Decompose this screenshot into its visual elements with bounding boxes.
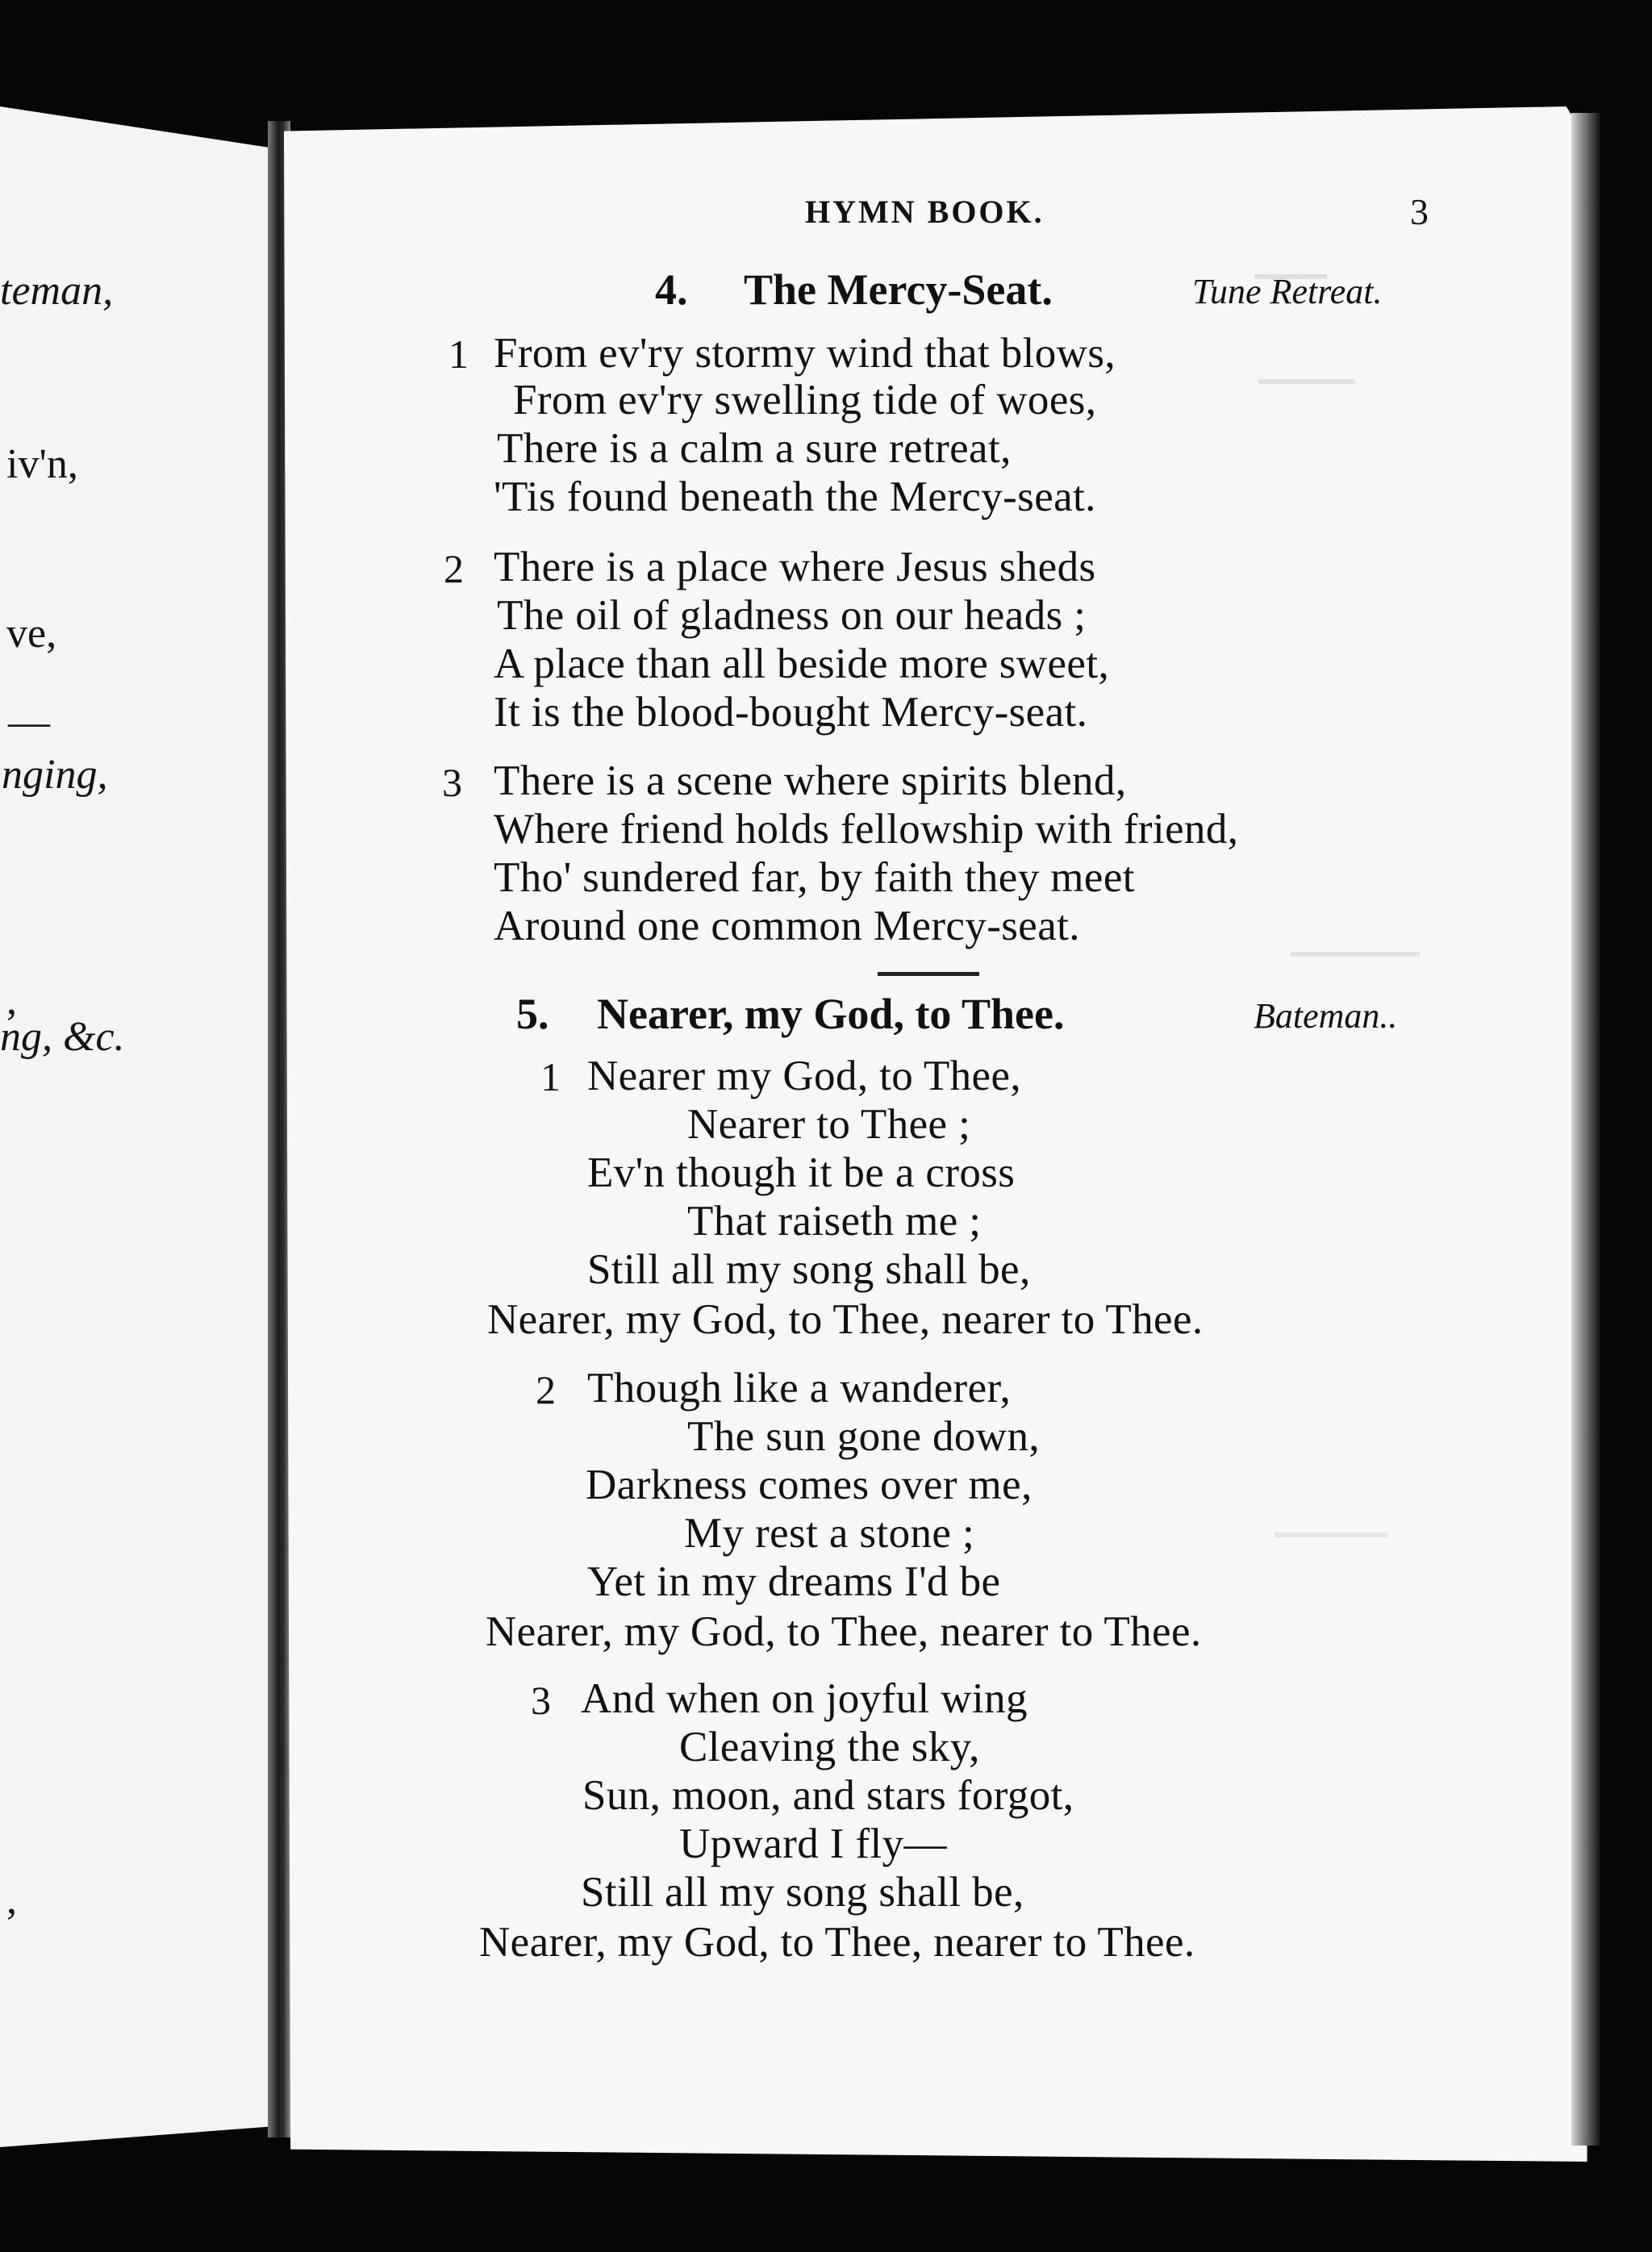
running-header: HYMN BOOK. xyxy=(805,194,1045,230)
verse-number: 2 xyxy=(444,546,464,591)
verse-line: There is a place where Jesus sheds xyxy=(494,544,1096,590)
verse-line: My rest a stone ; xyxy=(684,1510,975,1557)
verse-line: That raiseth me ; xyxy=(687,1198,982,1245)
verse-number: 3 xyxy=(442,760,462,805)
verse-line: Ev'n though it be a cross xyxy=(587,1149,1016,1196)
section-divider xyxy=(878,972,979,976)
page-number: 3 xyxy=(1410,191,1429,232)
verse-line: Nearer my God, to Thee, xyxy=(587,1053,1022,1099)
verse-line: Cleaving the sky, xyxy=(679,1724,980,1770)
verse-line: Tho' sundered far, by faith they meet xyxy=(494,854,1135,901)
left-fragment: iv'n, xyxy=(6,441,78,487)
hymn-tune: Bateman.. xyxy=(1254,996,1398,1036)
left-fragment: teman, xyxy=(0,268,114,314)
left-fragment: ng, &c. xyxy=(0,1014,125,1060)
left-fragment: ve, xyxy=(6,611,57,657)
verse-line: From ev'ry swelling tide of woes, xyxy=(513,377,1097,423)
verse-line: Nearer to Thee ; xyxy=(687,1101,971,1148)
verse-line: There is a calm a sure retreat, xyxy=(497,425,1012,472)
verse-number: 1 xyxy=(448,332,469,377)
verse-line: Still all my song shall be, xyxy=(581,1869,1024,1916)
verse-line: The sun gone down, xyxy=(687,1413,1041,1460)
left-fragment: , xyxy=(6,1877,17,1923)
verse-line: It is the blood-bought Mercy-seat. xyxy=(494,689,1088,736)
hymn-title: The Mercy-Seat. xyxy=(744,265,1053,314)
verse-number: 2 xyxy=(536,1367,556,1412)
verse-number: 1 xyxy=(540,1054,561,1099)
left-fragment: nging, xyxy=(2,752,108,798)
verse-number: 3 xyxy=(531,1678,551,1723)
verse-line: Sun, moon, and stars forgot, xyxy=(582,1772,1074,1819)
verse-line: The oil of gladness on our heads ; xyxy=(497,592,1087,639)
left-fragment: , xyxy=(6,978,17,1024)
verse-line: 'Tis found beneath the Mercy-seat. xyxy=(494,473,1096,520)
verse-line: Though like a wanderer, xyxy=(587,1365,1012,1412)
verse-line: Around one common Mercy-seat. xyxy=(494,903,1080,949)
verse-line: From ev'ry stormy wind that blows, xyxy=(494,330,1116,377)
verse-line: There is a scene where spirits blend, xyxy=(494,757,1127,804)
left-fragment: — xyxy=(8,699,50,745)
hymn-tune: Tune Retreat. xyxy=(1192,272,1383,311)
verse-line: Yet in my dreams I'd be xyxy=(587,1558,1001,1605)
page-edge-shadow xyxy=(1571,113,1600,2146)
verse-line: Upward I fly— xyxy=(679,1820,947,1867)
verse-line: Where friend holds fellowship with friend, xyxy=(494,806,1239,853)
verse-line: Nearer, my God, to Thee, nearer to Thee. xyxy=(487,1296,1204,1343)
verse-line: Nearer, my God, to Thee, nearer to Thee. xyxy=(486,1608,1202,1655)
verse-line: Nearer, my God, to Thee, nearer to Thee. xyxy=(479,1919,1195,1966)
verse-line: And when on joyful wing xyxy=(581,1675,1028,1722)
hymn-title: Nearer, my God, to Thee. xyxy=(597,990,1065,1038)
verse-line: Darkness comes over me, xyxy=(586,1462,1032,1508)
verse-line: Still all my song shall be, xyxy=(587,1246,1031,1293)
hymn-number: 4. xyxy=(655,265,688,314)
left-page xyxy=(0,106,268,2147)
verse-line: A place than all beside more sweet, xyxy=(494,640,1110,687)
hymn-number: 5. xyxy=(516,990,549,1038)
